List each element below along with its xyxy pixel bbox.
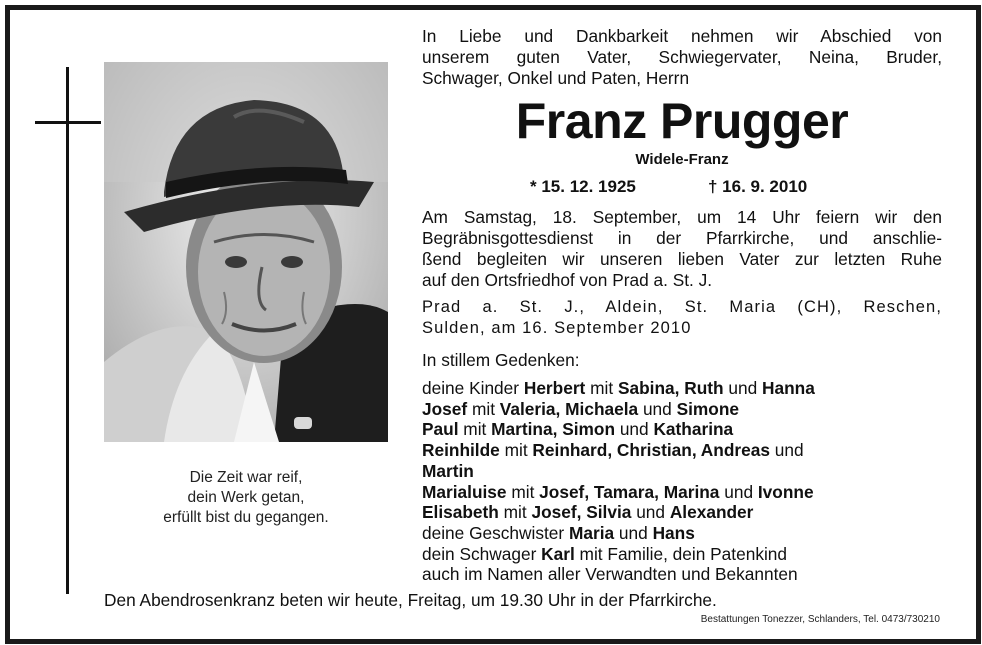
intro-line: In Liebe und Dankbarkeit nehmen wir Abschied von [422, 26, 942, 46]
family-line: deine Geschwister Maria und Hans [422, 522, 695, 543]
quote-line: Die Zeit war reif, [189, 469, 303, 486]
deceased-name: Franz Prugger [515, 93, 849, 149]
family-member-name: Maria [568, 522, 615, 543]
place-line: Prad a. St. J., Aldein, St. Maria (CH), Reschen, [422, 298, 942, 316]
family-member-name: Martin [422, 460, 474, 481]
family-line: auch im Namen aller Verwandten und Bekannten [422, 564, 798, 585]
family-member-name: Josef [422, 398, 468, 419]
deceased-nickname: Widele-Franz [635, 151, 729, 168]
memorial-quote [104, 468, 388, 528]
family-member-name: Valeria, Michaela [499, 398, 639, 419]
family-line: Elisabeth mit Josef, Silvia und Alexander [422, 502, 754, 523]
portrait-photo [104, 62, 388, 442]
family-line: Reinhilde mit Reinhard, Christian, Andreas und [422, 440, 804, 461]
family-line: dein Schwager Karl mit Familie, dein Patenkind [422, 543, 788, 564]
family-member-name: Karl [541, 543, 575, 564]
family-member-name: Josef, Tamara, Marina [539, 481, 720, 502]
memory-heading: In stillem Gedenken: [422, 350, 580, 370]
family-member-name: Martina, Simon [491, 419, 616, 440]
family-list [422, 378, 942, 585]
undertaker-info: Bestattungen Tonezzer, Schlanders, Tel. 0473/730210 [700, 614, 940, 625]
funeral-line: ßend begleiten wir unseren lieben Vater zur letzten Ruhe [422, 249, 942, 269]
family-member-name: Sabina, Ruth [617, 378, 724, 398]
place-line: Sulden, am 16. September 2010 [422, 319, 692, 337]
family-member-name: Reinhilde [422, 440, 500, 461]
birth-date: * 15. 12. 1925 [530, 177, 636, 196]
cross-icon [66, 67, 69, 594]
place-date [422, 297, 942, 339]
family-member-name: Simone [676, 398, 739, 419]
family-line [422, 461, 942, 482]
family-member-name: Alexander [669, 502, 754, 523]
family-member-name: Josef, Silvia [531, 502, 632, 523]
family-member-name: Katharina [653, 419, 734, 440]
death-date: † 16. 9. 2010 [708, 177, 808, 196]
family-member-name: Reinhard, Christian, Andreas [532, 440, 770, 461]
quote-line: dein Werk getan, [187, 489, 305, 506]
family-member-name: Hanna [762, 378, 815, 398]
quote-line: erfüllt bist du gegangen. [163, 509, 329, 526]
funeral-line: Begräbnisgottesdienst in der Pfarrkirche, und anschlie- [422, 228, 942, 248]
intro-line: Schwager, Onkel und Paten, Herrn [422, 68, 690, 88]
funeral-info [422, 207, 942, 291]
family-member-name: Marialuise [422, 481, 507, 502]
family-line: Paul mit Martina, Simon und Katharina [422, 419, 734, 440]
family-line: Josef mit Valeria, Michaela und Simone [422, 398, 739, 419]
rosary-notice: Den Abendrosenkranz beten wir heute, Freitag, um 19.30 Uhr in der Pfarrkirche. [104, 590, 717, 610]
funeral-line: Am Samstag, 18. September, um 14 Uhr feiern wir den [422, 207, 942, 227]
family-member-name: Paul [422, 419, 459, 440]
family-member-name: Elisabeth [422, 502, 499, 523]
family-member-name: Herbert [523, 378, 586, 398]
family-line: deine Kinder Herbert mit Sabina, Ruth und Hanna [422, 378, 815, 398]
family-member-name: Ivonne [757, 481, 814, 502]
family-member-name: Hans [652, 522, 695, 543]
intro-line: unserem guten Vater, Schwiegervater, Neina, Bruder, [422, 47, 942, 67]
family-line: Marialuise mit Josef, Tamara, Marina und Ivonne [422, 481, 814, 502]
funeral-line: auf den Ortsfriedhof von Prad a. St. J. [422, 270, 713, 290]
cross-icon-bar [35, 121, 101, 124]
intro-text [422, 26, 942, 89]
